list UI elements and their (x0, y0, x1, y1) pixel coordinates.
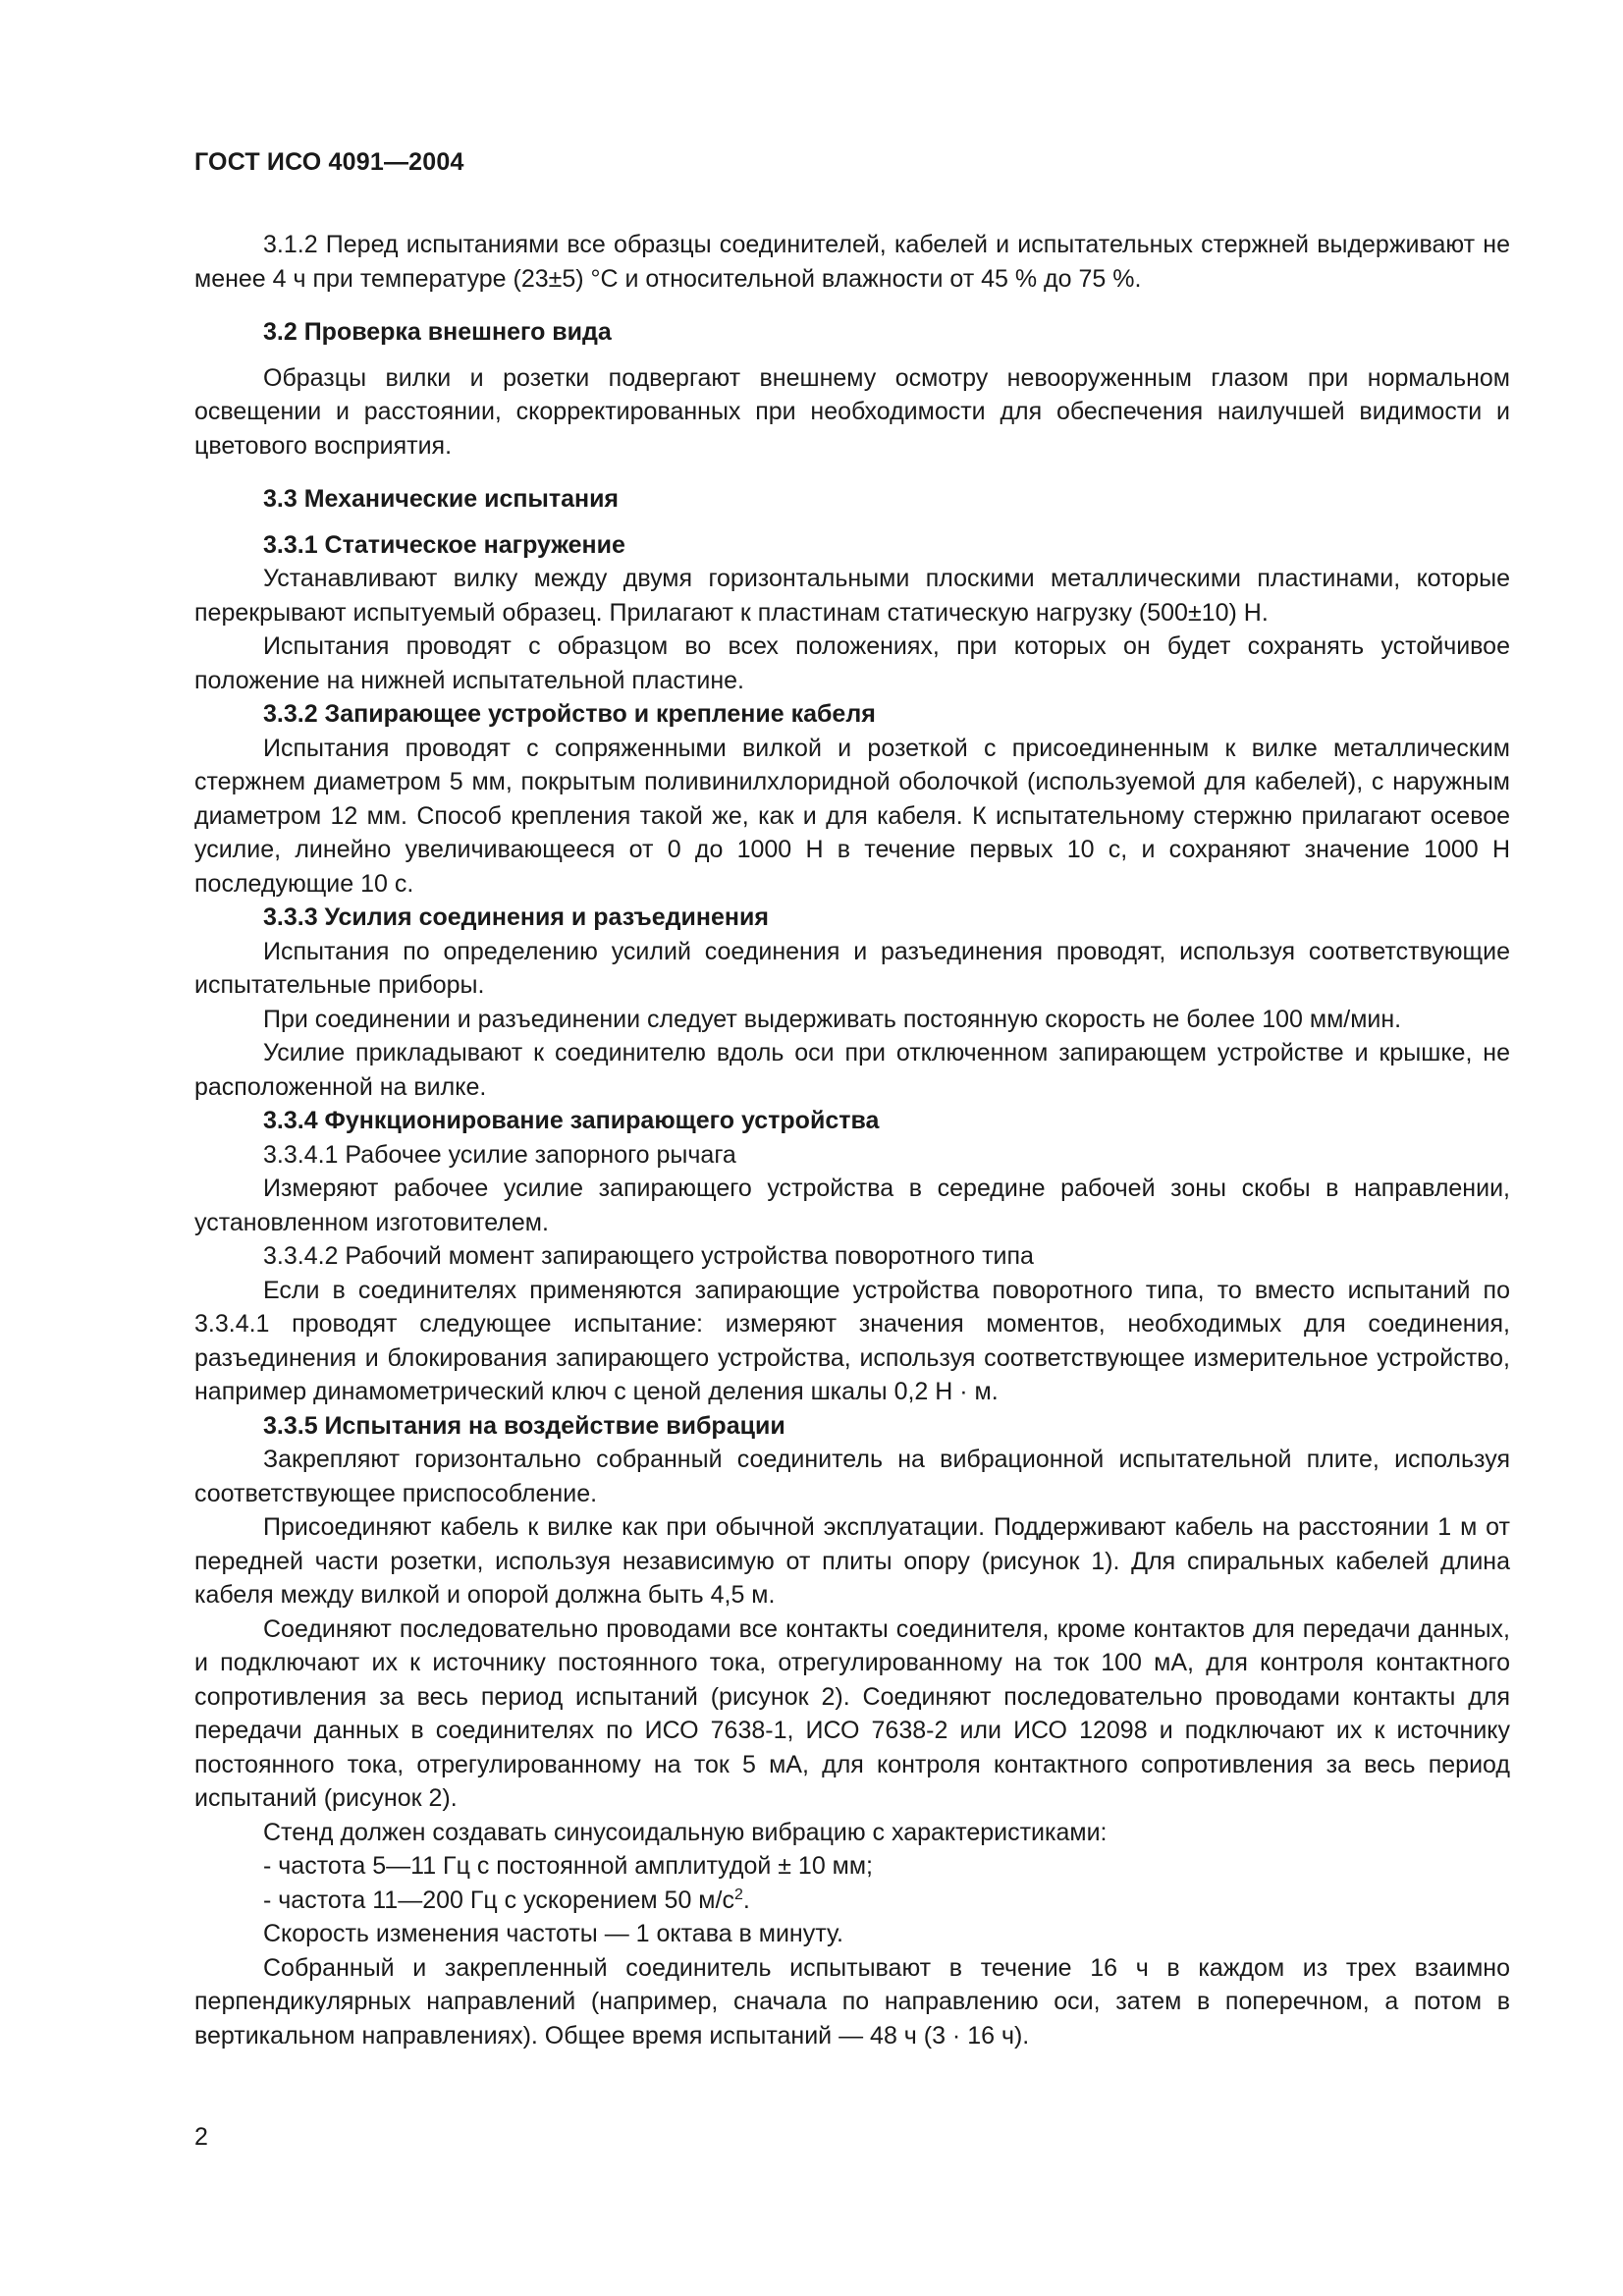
paragraph-3-3-5-c: Соединяют последовательно проводами все контакты соединителя, кроме контактов для передачи данных, и подключают их к источнику постоянного тока, отрегулированному на ток 100 мА, для контроля контактного сопротивления за весь период испытаний (рисунок 2). Соединяют последовательно проводами контакты для передачи данных в соединителях по ИСО 7638-1, ИСО 7638-2 или ИСО 12098 и подключают их к источнику постоянного тока, отрегулированному на ток 5 мА, для контроля контактного сопротивления за весь период испытаний (рисунок 2). (194, 1614, 1510, 1812)
paragraph-3-3-1-b: Испытания проводят с образцом во всех положениях, при которых он будет сохранять устойчивое положение на нижней испытательной пластине. (194, 632, 1510, 694)
document-body (194, 228, 1510, 2052)
subheading-3-3-4-1: 3.3.4.1 Рабочее усилие запорного рычага (263, 1140, 736, 1169)
paragraph-3-3-5-d: Стенд должен создавать синусоидальную вибрацию с характеристиками: (263, 1818, 1108, 1846)
heading-3-2: 3.2 Проверка внешнего вида (263, 318, 612, 346)
list-item-end: . (742, 1886, 750, 1914)
paragraph-3-3-5-a: Закрепляют горизонтально собранный соединитель на вибрационной испытательной плите, используя соответствующее приспособление. (194, 1446, 1510, 1507)
paragraph-3-3-5-e: Скорость изменения частоты — 1 октава в минуту. (263, 1920, 843, 1947)
page-number: 2 (194, 2123, 208, 2151)
paragraph-3-3-3-c: Усилие прикладывают к соединителю вдоль оси при отключенном запирающем устройстве и крышке, не расположенной на вилке. (194, 1039, 1510, 1101)
paragraph-3-3-2: Испытания проводят с сопряженными вилкой и розеткой с присоединенным к вилке металлическим стержнем диаметром 5 мм, покрытым поливинилхлоридной оболочкой (используемой для кабелей), с наружным диаметром 12 мм. Способ крепления такой же, как и для кабеля. К испытательному стержню прилагают осевое усилие, линейно увеличивающееся от 0 до 1000 Н в течение первых 10 с, и сохраняют значение 1000 Н последующие 10 с. (194, 734, 1510, 898)
subheading-3-3-4-2: 3.3.4.2 Рабочий момент запирающего устройства поворотного типа (263, 1242, 1034, 1270)
heading-3-3-5: 3.3.5 Испытания на воздействие вибрации (263, 1411, 785, 1440)
paragraph-3-3-4-2: Если в соединителях применяются запирающие устройства поворотного типа, то вместо испытаний по 3.3.4.1 проводят следующее испытание: измеряют значения моментов, необходимых для соединения, разъединения и блокирования запирающего устройства, используя соответствующее измерительное устройство, например динамометрический ключ с ценой деления шкалы 0,2 Н · м. (194, 1276, 1510, 1405)
list-item-text: - частота 11—200 Гц с ускорением 50 м/с (263, 1886, 734, 1914)
paragraph-3-3-4-1: Измеряют рабочее усилие запирающего устройства в середине рабочей зоны скобы в направлении, установленном изготовителем. (194, 1175, 1510, 1236)
heading-3-3-3: 3.3.3 Усилия соединения и разъединения (263, 903, 769, 931)
paragraph-3-3-5-b: Присоединяют кабель к вилке как при обычной эксплуатации. Поддерживают кабель на расстоянии 1 м от передней части розетки, используя независимую от плиты опору (рисунок 1). Для спиральных кабелей длина кабеля между вилкой и опорой должна быть 4,5 м. (194, 1513, 1510, 1609)
paragraph-3-3-3-a: Испытания по определению усилий соединения и разъединения проводят, используя соответствующие испытательные приборы. (194, 937, 1510, 999)
heading-3-3: 3.3 Механические испытания (263, 485, 620, 513)
paragraph-3-2: Образцы вилки и розетки подвергают внешнему осмотру невооруженным глазом при нормальном освещении и расстоянии, скорректированных при необходимости для обеспечения наилучшей видимости и цветового восприятия. (194, 363, 1510, 460)
paragraph-3-3-3-b: При соединении и разъединении следует выдерживать постоянную скорость не более 100 мм/мин. (263, 1005, 1402, 1033)
document-header: ГОСТ ИСО 4091—2004 (194, 148, 464, 176)
heading-3-3-4: 3.3.4 Функционирование запирающего устройства (263, 1107, 880, 1134)
list-item: - частота 5—11 Гц с постоянной амплитудой ± 10 мм; (263, 1852, 873, 1880)
superscript: 2 (733, 1886, 743, 1903)
heading-3-3-1: 3.3.1 Статическое нагружение (263, 530, 625, 559)
paragraph-3-1-2: 3.1.2 Перед испытаниями все образцы соединителей, кабелей и испытательных стержней выдерживают не менее 4 ч при температуре (23±5) °С и относительной влажности от 45 % до 75 %. (194, 231, 1510, 293)
paragraph-3-3-1-a: Устанавливают вилку между двумя горизонтальными плоскими металлическими пластинами, которые перекрывают испытуемый образец. Прилагают к пластинам статическую нагрузку (500±10) Н. (194, 565, 1510, 627)
list-item (194, 1884, 1510, 1918)
heading-3-3-2: 3.3.2 Запирающее устройство и крепление кабеля (263, 700, 876, 728)
paragraph-3-3-5-f: Собранный и закрепленный соединитель испытывают в течение 16 ч в каждом из трех взаимно перпендикулярных направлений (например, сначала по направлению оси, затем в поперечном, а потом в вертикальном направлениях). Общее время испытаний — 48 ч (3 · 16 ч). (194, 1953, 1510, 2050)
